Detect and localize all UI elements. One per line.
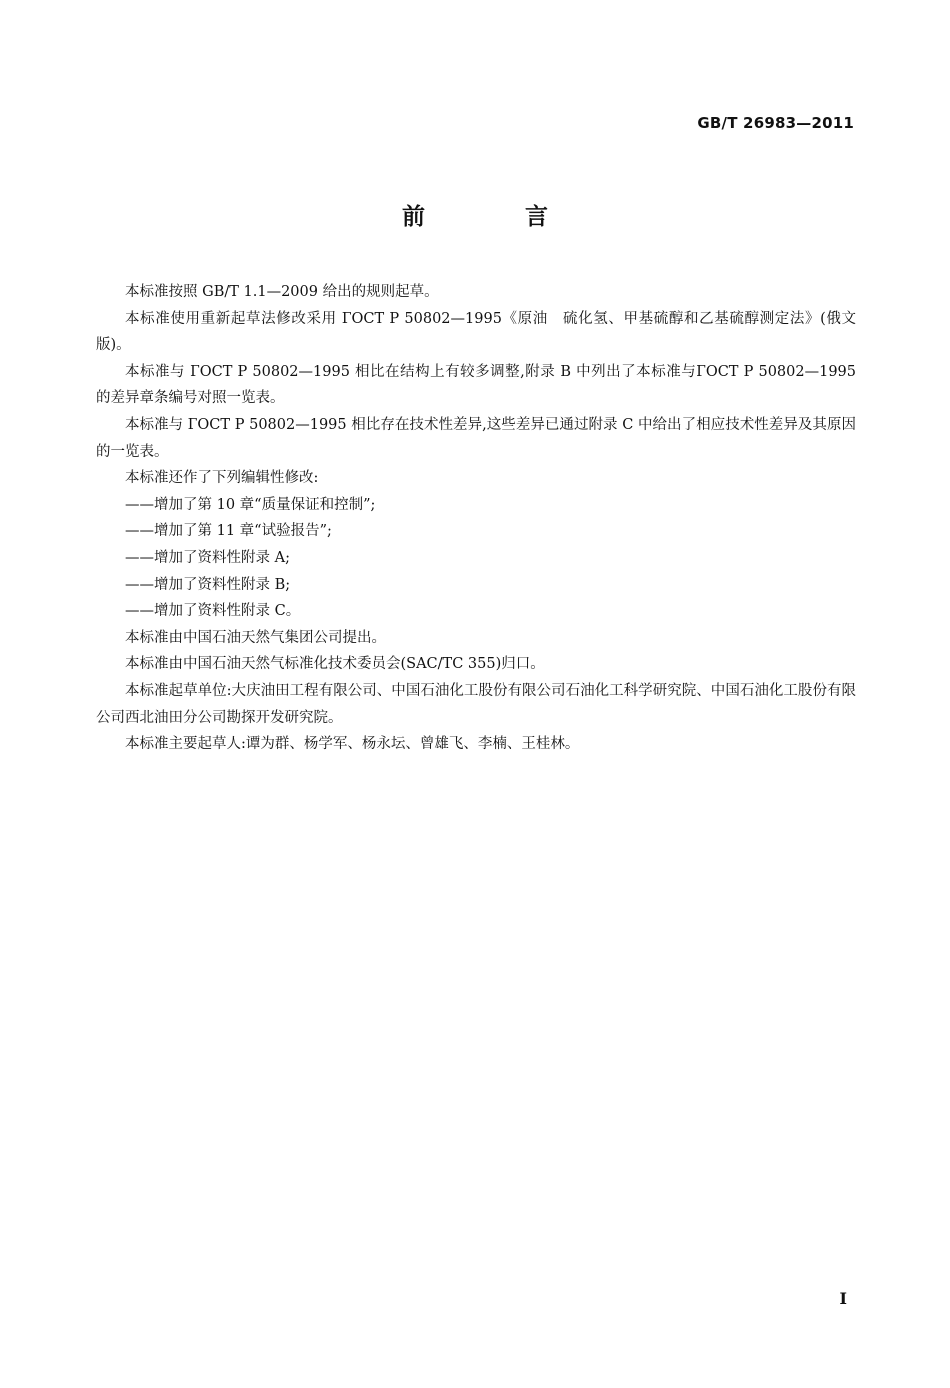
paragraph-drafting-rules: 本标准按照 GB/T 1.1—2009 给出的规则起草。 [125, 284, 439, 300]
list-item: ——增加了第 10 章“质量保证和控制”; [125, 496, 376, 513]
list-item: ——增加了资料性附录 B; [125, 576, 291, 593]
paragraph-editorial-intro: 本标准还作了下列编辑性修改: [125, 470, 319, 487]
page-number: I [839, 1289, 847, 1308]
paragraph-drafters: 本标准主要起草人:谭为群、杨学军、杨永坛、曾雄飞、李楠、王桂林。 [125, 736, 580, 753]
list-item: ——增加了资料性附录 C。 [125, 603, 301, 620]
standard-code: GB/T 26983—2011 [697, 114, 854, 132]
list-item: ——增加了资料性附录 A; [125, 549, 290, 566]
paragraph-technical-differences: 本标准与 ГОСТ Р 50802—1995 相比存在技术性差异,这些差异已通过附录 C 中给出了相应技术性差异及其原因的一览表。 [96, 416, 856, 460]
foreword-body [96, 279, 856, 758]
page-title: 前 言 [401, 204, 594, 230]
paragraph-adoption-method: 本标准使用重新起草法修改采用 ГОСТ Р 50802—1995《原油 硫化氢、甲基硫醇和乙基硫醇测定法》(俄文版)。 [96, 310, 856, 354]
paragraph-proposer: 本标准由中国石油天然气集团公司提出。 [125, 629, 386, 646]
paragraph-drafting-units: 本标准起草单位:大庆油田工程有限公司、中国石油化工股份有限公司石油化工科学研究院、中国石油化工股份有限公司西北油田分公司勘探开发研究院。 [96, 682, 856, 726]
paragraph-structure-differences: 本标准与 ГОСТ Р 50802—1995 相比在结构上有较多调整,附录 B 中列出了本标准与ГОСТ Р 50802—1995 的差异章条编号对照一览表。 [96, 363, 856, 407]
paragraph-technical-committee: 本标准由中国石油天然气标准化技术委员会(SAC/TC 355)归口。 [125, 656, 545, 673]
list-item: ——增加了第 11 章“试验报告”; [125, 523, 332, 540]
